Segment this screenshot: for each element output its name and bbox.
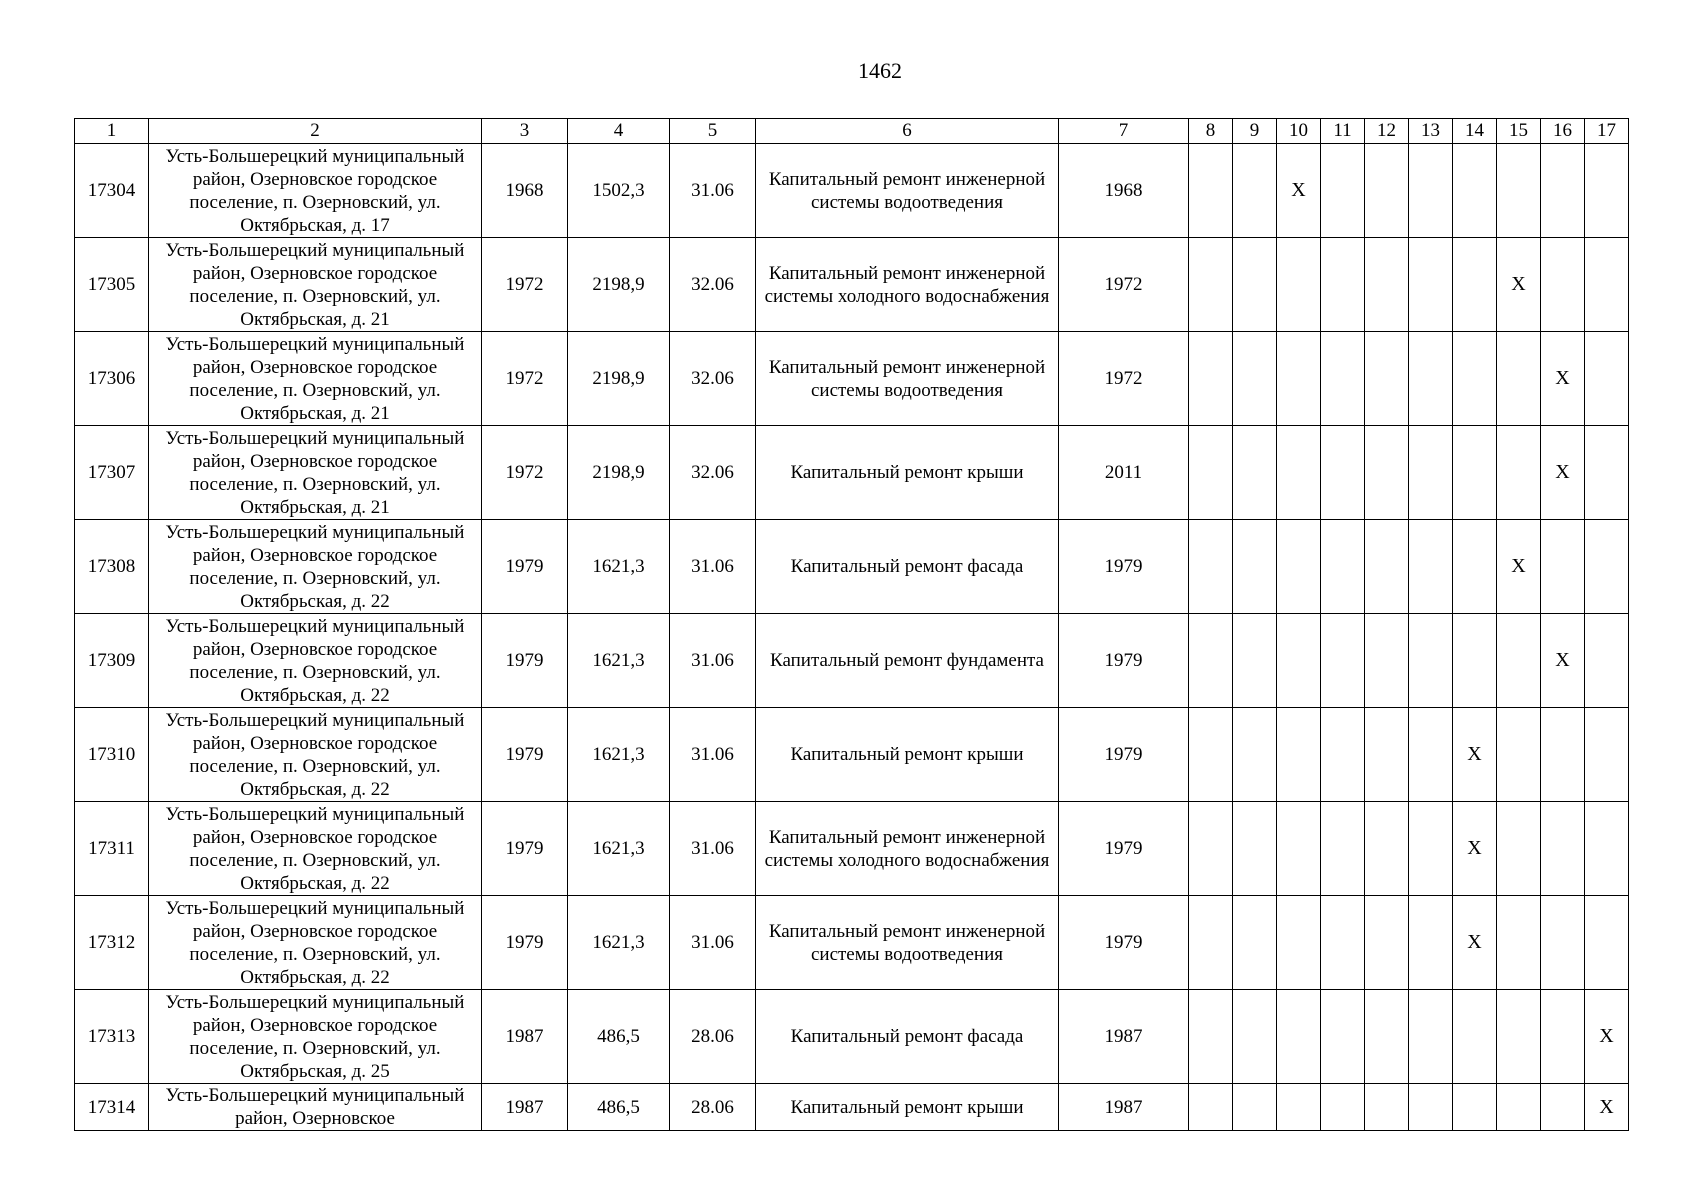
period-cell-15 — [1497, 144, 1541, 238]
period-cell-11 — [1321, 708, 1365, 802]
period-cell-11 — [1321, 520, 1365, 614]
period-cell-15 — [1497, 708, 1541, 802]
period-cell-10 — [1277, 332, 1321, 426]
area-cell: 1621,3 — [568, 896, 670, 990]
build-year-cell: 1972 — [482, 426, 568, 520]
period-cell-12 — [1365, 896, 1409, 990]
area-cell: 486,5 — [568, 990, 670, 1084]
period-cell-16 — [1541, 708, 1585, 802]
x-mark: X — [1277, 144, 1321, 238]
period-cell-12 — [1365, 1084, 1409, 1131]
period-cell-12 — [1365, 332, 1409, 426]
column-number-5: 5 — [670, 119, 756, 144]
x-mark: X — [1541, 614, 1585, 708]
rate-cell: 28.06 — [670, 990, 756, 1084]
address-cell: Усть-Большерецкий муниципальный район, Озерновское городское поселение, п. Озерновский, ул. Октябрьская, д. 22 — [149, 896, 482, 990]
address-cell: Усть-Большерецкий муниципальный район, Озерновское городское поселение, п. Озерновский, ул. Октябрьская, д. 22 — [149, 708, 482, 802]
period-cell-12 — [1365, 520, 1409, 614]
period-cell-13 — [1409, 520, 1453, 614]
column-number-12: 12 — [1365, 119, 1409, 144]
build-year-cell: 1972 — [482, 332, 568, 426]
x-mark: X — [1541, 426, 1585, 520]
period-cell-9 — [1233, 520, 1277, 614]
planned-year-cell: 1979 — [1059, 802, 1189, 896]
period-cell-10 — [1277, 238, 1321, 332]
period-cell-8 — [1189, 1084, 1233, 1131]
x-mark: X — [1453, 802, 1497, 896]
planned-year-cell: 1979 — [1059, 614, 1189, 708]
area-cell: 2198,9 — [568, 238, 670, 332]
planned-year-cell: 1979 — [1059, 896, 1189, 990]
planned-year-cell: 1979 — [1059, 520, 1189, 614]
address-cell: Усть-Большерецкий муниципальный район, Озерновское городское поселение, п. Озерновский, ул. Октябрьская, д. 25 — [149, 990, 482, 1084]
x-mark: X — [1497, 520, 1541, 614]
area-cell: 1621,3 — [568, 708, 670, 802]
column-number-17: 17 — [1585, 119, 1629, 144]
column-number-1: 1 — [75, 119, 149, 144]
period-cell-9 — [1233, 332, 1277, 426]
column-number-13: 13 — [1409, 119, 1453, 144]
period-cell-14 — [1453, 1084, 1497, 1131]
period-cell-15 — [1497, 614, 1541, 708]
work-type-cell: Капитальный ремонт инженерной системы водоотведения — [756, 144, 1059, 238]
rate-cell: 32.06 — [670, 238, 756, 332]
work-type-cell: Капитальный ремонт крыши — [756, 426, 1059, 520]
period-cell-13 — [1409, 144, 1453, 238]
row-id-cell: 17307 — [75, 426, 149, 520]
period-cell-8 — [1189, 614, 1233, 708]
period-cell-13 — [1409, 426, 1453, 520]
period-cell-16 — [1541, 990, 1585, 1084]
period-cell-13 — [1409, 802, 1453, 896]
table-row — [75, 520, 1629, 614]
period-cell-15 — [1497, 1084, 1541, 1131]
build-year-cell: 1972 — [482, 238, 568, 332]
x-mark: X — [1453, 708, 1497, 802]
column-number-15: 15 — [1497, 119, 1541, 144]
build-year-cell: 1979 — [482, 614, 568, 708]
period-cell-10 — [1277, 802, 1321, 896]
period-cell-15 — [1497, 990, 1541, 1084]
period-cell-9 — [1233, 802, 1277, 896]
table-row — [75, 990, 1629, 1084]
row-id-cell: 17313 — [75, 990, 149, 1084]
period-cell-13 — [1409, 708, 1453, 802]
period-cell-17 — [1585, 614, 1629, 708]
period-cell-11 — [1321, 990, 1365, 1084]
row-id-cell: 17314 — [75, 1084, 149, 1131]
period-cell-17 — [1585, 708, 1629, 802]
period-cell-11 — [1321, 802, 1365, 896]
column-number-14: 14 — [1453, 119, 1497, 144]
period-cell-16 — [1541, 802, 1585, 896]
rate-cell: 31.06 — [670, 708, 756, 802]
period-cell-17 — [1585, 332, 1629, 426]
period-cell-14 — [1453, 520, 1497, 614]
row-id-cell: 17306 — [75, 332, 149, 426]
period-cell-15 — [1497, 426, 1541, 520]
period-cell-10 — [1277, 520, 1321, 614]
period-cell-14 — [1453, 332, 1497, 426]
period-cell-8 — [1189, 520, 1233, 614]
planned-year-cell: 1979 — [1059, 708, 1189, 802]
rate-cell: 31.06 — [670, 896, 756, 990]
work-type-cell: Капитальный ремонт фасада — [756, 990, 1059, 1084]
period-cell-10 — [1277, 990, 1321, 1084]
planned-year-cell: 1987 — [1059, 1084, 1189, 1131]
period-cell-11 — [1321, 332, 1365, 426]
table-row — [75, 896, 1629, 990]
period-cell-11 — [1321, 144, 1365, 238]
planned-year-cell: 1972 — [1059, 238, 1189, 332]
rate-cell: 31.06 — [670, 520, 756, 614]
column-number-7: 7 — [1059, 119, 1189, 144]
address-cell: Усть-Большерецкий муниципальный район, Озерновское городское поселение, п. Озерновский, ул. Октябрьская, д. 22 — [149, 802, 482, 896]
period-cell-14 — [1453, 614, 1497, 708]
period-cell-17 — [1585, 520, 1629, 614]
capital-repair-table — [74, 118, 1629, 1131]
period-cell-15 — [1497, 896, 1541, 990]
table-row — [75, 144, 1629, 238]
period-cell-12 — [1365, 990, 1409, 1084]
period-cell-13 — [1409, 332, 1453, 426]
period-cell-11 — [1321, 614, 1365, 708]
period-cell-11 — [1321, 426, 1365, 520]
period-cell-13 — [1409, 990, 1453, 1084]
period-cell-14 — [1453, 144, 1497, 238]
work-type-cell: Капитальный ремонт фасада — [756, 520, 1059, 614]
period-cell-13 — [1409, 614, 1453, 708]
area-cell: 486,5 — [568, 1084, 670, 1131]
work-type-cell: Капитальный ремонт инженерной системы водоотведения — [756, 332, 1059, 426]
address-cell: Усть-Большерецкий муниципальный район, Озерновское городское поселение, п. Озерновский, ул. Октябрьская, д. 21 — [149, 426, 482, 520]
period-cell-9 — [1233, 708, 1277, 802]
column-number-row — [75, 119, 1629, 144]
row-id-cell: 17312 — [75, 896, 149, 990]
period-cell-11 — [1321, 1084, 1365, 1131]
period-cell-12 — [1365, 802, 1409, 896]
address-cell: Усть-Большерецкий муниципальный район, Озерновское — [149, 1084, 482, 1131]
period-cell-9 — [1233, 426, 1277, 520]
column-number-6: 6 — [756, 119, 1059, 144]
period-cell-9 — [1233, 1084, 1277, 1131]
period-cell-16 — [1541, 1084, 1585, 1131]
period-cell-12 — [1365, 238, 1409, 332]
work-type-cell: Капитальный ремонт инженерной системы холодного водоснабжения — [756, 802, 1059, 896]
row-id-cell: 17311 — [75, 802, 149, 896]
page-number: 1462 — [858, 58, 902, 83]
row-id-cell: 17304 — [75, 144, 149, 238]
period-cell-11 — [1321, 238, 1365, 332]
period-cell-8 — [1189, 990, 1233, 1084]
period-cell-17 — [1585, 238, 1629, 332]
work-type-cell: Капитальный ремонт крыши — [756, 708, 1059, 802]
planned-year-cell: 2011 — [1059, 426, 1189, 520]
table-row — [75, 238, 1629, 332]
area-cell: 2198,9 — [568, 426, 670, 520]
period-cell-8 — [1189, 426, 1233, 520]
row-id-cell: 17310 — [75, 708, 149, 802]
period-cell-8 — [1189, 896, 1233, 990]
work-type-cell: Капитальный ремонт инженерной системы холодного водоснабжения — [756, 238, 1059, 332]
period-cell-13 — [1409, 238, 1453, 332]
period-cell-8 — [1189, 238, 1233, 332]
planned-year-cell: 1972 — [1059, 332, 1189, 426]
period-cell-9 — [1233, 990, 1277, 1084]
area-cell: 1502,3 — [568, 144, 670, 238]
build-year-cell: 1979 — [482, 896, 568, 990]
planned-year-cell: 1987 — [1059, 990, 1189, 1084]
address-cell: Усть-Большерецкий муниципальный район, Озерновское городское поселение, п. Озерновский, ул. Октябрьская, д. 21 — [149, 332, 482, 426]
period-cell-10 — [1277, 708, 1321, 802]
period-cell-17 — [1585, 426, 1629, 520]
work-type-cell: Капитальный ремонт инженерной системы водоотведения — [756, 896, 1059, 990]
address-cell: Усть-Большерецкий муниципальный район, Озерновское городское поселение, п. Озерновский, ул. Октябрьская, д. 21 — [149, 238, 482, 332]
period-cell-12 — [1365, 426, 1409, 520]
period-cell-13 — [1409, 896, 1453, 990]
rate-cell: 32.06 — [670, 332, 756, 426]
period-cell-16 — [1541, 144, 1585, 238]
period-cell-9 — [1233, 614, 1277, 708]
address-cell: Усть-Большерецкий муниципальный район, Озерновское городское поселение, п. Озерновский, ул. Октябрьская, д. 17 — [149, 144, 482, 238]
row-id-cell: 17309 — [75, 614, 149, 708]
period-cell-17 — [1585, 144, 1629, 238]
period-cell-9 — [1233, 238, 1277, 332]
build-year-cell: 1968 — [482, 144, 568, 238]
rate-cell: 32.06 — [670, 426, 756, 520]
area-cell: 1621,3 — [568, 520, 670, 614]
period-cell-10 — [1277, 614, 1321, 708]
period-cell-9 — [1233, 144, 1277, 238]
period-cell-12 — [1365, 708, 1409, 802]
period-cell-16 — [1541, 520, 1585, 614]
x-mark: X — [1585, 1084, 1629, 1131]
build-year-cell: 1979 — [482, 802, 568, 896]
period-cell-16 — [1541, 896, 1585, 990]
address-cell: Усть-Большерецкий муниципальный район, Озерновское городское поселение, п. Озерновский, ул. Октябрьская, д. 22 — [149, 520, 482, 614]
column-number-3: 3 — [482, 119, 568, 144]
period-cell-8 — [1189, 802, 1233, 896]
period-cell-16 — [1541, 238, 1585, 332]
build-year-cell: 1987 — [482, 990, 568, 1084]
planned-year-cell: 1968 — [1059, 144, 1189, 238]
work-type-cell: Капитальный ремонт крыши — [756, 1084, 1059, 1131]
column-number-11: 11 — [1321, 119, 1365, 144]
build-year-cell: 1987 — [482, 1084, 568, 1131]
row-id-cell: 17305 — [75, 238, 149, 332]
column-number-8: 8 — [1189, 119, 1233, 144]
column-number-9: 9 — [1233, 119, 1277, 144]
period-cell-11 — [1321, 896, 1365, 990]
period-cell-8 — [1189, 708, 1233, 802]
rate-cell: 28.06 — [670, 1084, 756, 1131]
period-cell-14 — [1453, 238, 1497, 332]
x-mark: X — [1453, 896, 1497, 990]
work-type-cell: Капитальный ремонт фундамента — [756, 614, 1059, 708]
build-year-cell: 1979 — [482, 708, 568, 802]
table-row — [75, 332, 1629, 426]
build-year-cell: 1979 — [482, 520, 568, 614]
table-row — [75, 708, 1629, 802]
rate-cell: 31.06 — [670, 144, 756, 238]
address-cell: Усть-Большерецкий муниципальный район, Озерновское городское поселение, п. Озерновский, ул. Октябрьская, д. 22 — [149, 614, 482, 708]
period-cell-14 — [1453, 990, 1497, 1084]
column-number-10: 10 — [1277, 119, 1321, 144]
x-mark: X — [1541, 332, 1585, 426]
column-number-16: 16 — [1541, 119, 1585, 144]
table-row — [75, 1084, 1629, 1131]
table-row — [75, 426, 1629, 520]
period-cell-17 — [1585, 802, 1629, 896]
period-cell-15 — [1497, 332, 1541, 426]
area-cell: 2198,9 — [568, 332, 670, 426]
period-cell-10 — [1277, 896, 1321, 990]
period-cell-10 — [1277, 426, 1321, 520]
period-cell-17 — [1585, 896, 1629, 990]
x-mark: X — [1585, 990, 1629, 1084]
period-cell-12 — [1365, 144, 1409, 238]
area-cell: 1621,3 — [568, 614, 670, 708]
period-cell-10 — [1277, 1084, 1321, 1131]
rate-cell: 31.06 — [670, 614, 756, 708]
period-cell-15 — [1497, 802, 1541, 896]
table-row — [75, 614, 1629, 708]
period-cell-14 — [1453, 426, 1497, 520]
rate-cell: 31.06 — [670, 802, 756, 896]
column-number-2: 2 — [149, 119, 482, 144]
x-mark: X — [1497, 238, 1541, 332]
period-cell-8 — [1189, 332, 1233, 426]
period-cell-8 — [1189, 144, 1233, 238]
column-number-4: 4 — [568, 119, 670, 144]
period-cell-9 — [1233, 896, 1277, 990]
area-cell: 1621,3 — [568, 802, 670, 896]
period-cell-13 — [1409, 1084, 1453, 1131]
row-id-cell: 17308 — [75, 520, 149, 614]
period-cell-12 — [1365, 614, 1409, 708]
table-row — [75, 802, 1629, 896]
